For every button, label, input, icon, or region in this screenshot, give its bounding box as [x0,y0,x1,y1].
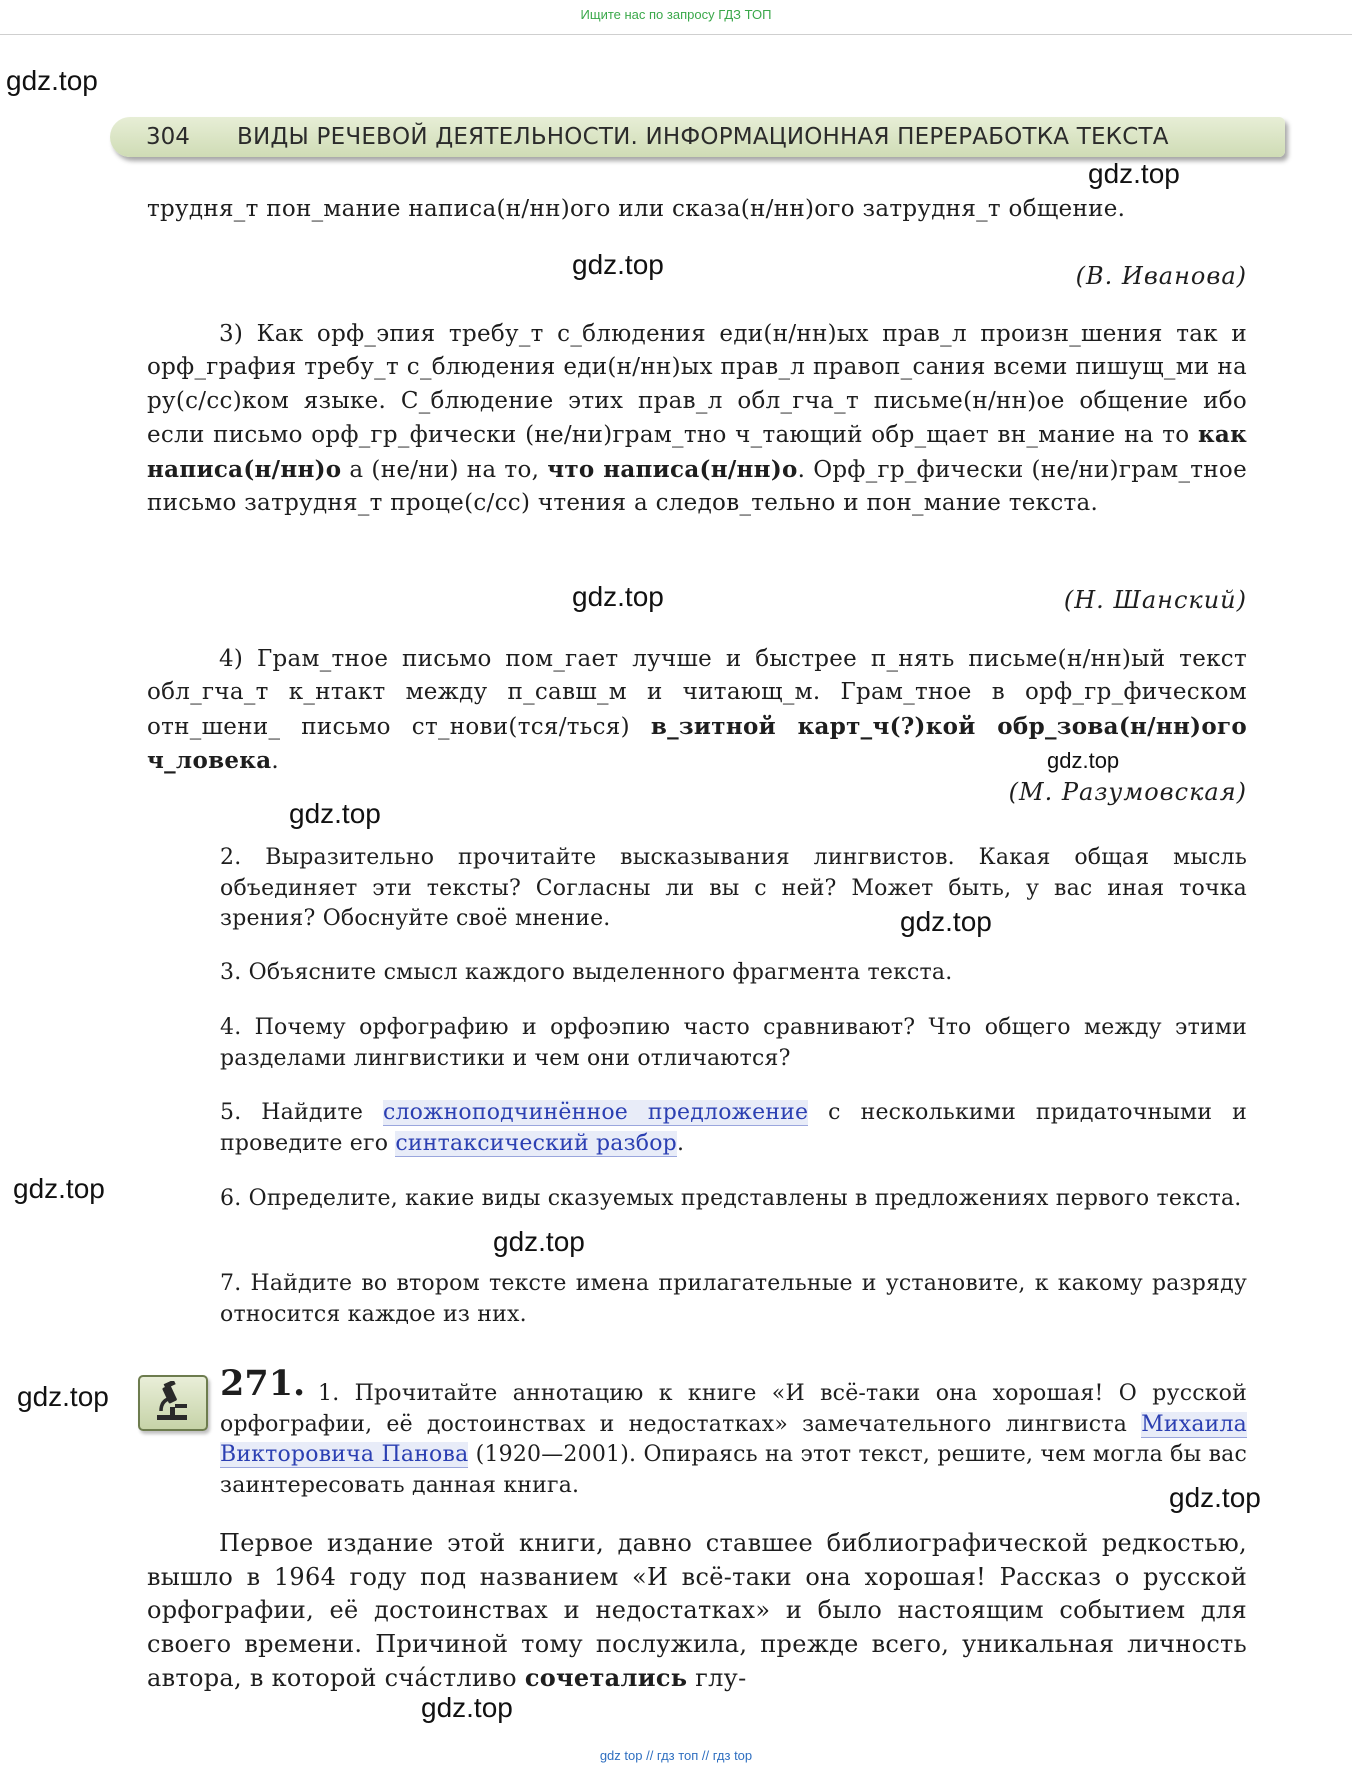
top-banner [0,0,1352,35]
question-4: 4. Почему орфографию и орфоэпию часто сравнивают? Что общего между этими разделами лингвистики и чем они отличаются? [220,1015,1247,1071]
question-3: 3. Объясните смысл каждого выделенного фрагмента текста. [220,960,953,985]
question-5-text-end: . [676,1130,685,1156]
question-5-text: 5. Найдите [220,1100,383,1125]
text4-part2: . [271,748,280,775]
annotation-highlight: сочетались [524,1663,688,1692]
watermark: gdz.top [572,249,664,280]
text4-highlight-1: в_зитной карт_ч(?)кой обр_зова(н/нн)ого ч_ловека [147,712,1247,775]
text3-part2: а (не/ни) на то, [341,456,548,483]
watermark: gdz.top [1088,158,1180,189]
question-5 [220,1098,1247,1159]
bottom-links[interactable]: gdz top // гдз топ // гдз top [599,1748,753,1763]
link-syntactic-analysis[interactable]: синтаксический разбор [395,1130,677,1156]
link-complex-sentence[interactable]: сложноподчинённое предложение [382,1100,809,1125]
watermark: gdz.top [572,581,664,612]
text1-author: (В. Иванова) [1075,262,1247,290]
link-panov[interactable]: Михаила Викторовича Панова [220,1411,1247,1467]
question-5-text-mid: с несколькими придаточными и проведите его [220,1100,1248,1156]
top-banner-text: Ищите нас по запросу ГДЗ ТОП [580,7,772,22]
annotation-paragraph [147,1527,1247,1696]
watermark: gdz.top [493,1226,585,1257]
text3-part1: 3) Как орф_эпия требу_т с_блюдения еди(н/нн)ых прав_л произн_шения так и орф_графия требу_т с_блюдения еди(н/нн)ых прав_л правоп_сания всеми пишущ_ми на ру(с/сс)ком языке. С_блюдение этих прав_л обл_гча_т письме(н/нн)ое общение ибо если письмо орф_гр_фически (не/ни)грам_тно ч_тающий обр_щает вн_мание на то [147,321,1247,449]
watermark: gdz.top [900,906,992,937]
text1-continuation: трудня_т пон_мание написа(н/нн)ого или сказа(н/нн)ого затрудня_т общение. [147,196,1126,222]
page-header [110,117,1285,157]
question-6: 6. Определите, какие виды сказуемых представлены в предложениях первого текста. [220,1186,1242,1211]
annotation-text-end: глу- [687,1664,747,1692]
watermark: gdz.top [289,798,381,829]
exercise-icon [138,1375,208,1431]
watermark: gdz.top [13,1173,105,1204]
question-7: 7. Найдите во втором тексте имена прилагательные и установите, к какому разряду относится каждое из них. [220,1271,1247,1327]
watermark: gdz.top [1169,1482,1261,1513]
exercise-task-text: 1. Прочитайте аннотацию к книге «И всё-таки она хорошая! О русской орфографии, её достоинствах и недостатках» замечательного лингвиста [220,1381,1247,1437]
watermark: gdz.top [6,65,98,96]
watermark: gdz.top [421,1692,513,1723]
annotation-text: Первое издание этой книги, давно ставшее библиографической редкостью, вышло в 1964 году под названием «И всё-таки она хорошая! Рассказ о русской орфографии, её достоинствах и недостатках» и было настоящим событием для своего времени. Причиной тому послужила, прежде всего, уникальная личность автора, в которой сча́стливо [147,1529,1247,1692]
watermark: gdz.top [1047,748,1120,773]
text4-part1: 4) Грам_тное письмо пом_гает лучше и быстрее п_нять письме(н/нн)ый текст обл_гча_т к_нтакт между п_савш_м и читающ_м. Грам_тное в орф_гр_фическом отн_шени_ письмо ст_нови(тся/ться) [147,646,1247,740]
text3-author: (Н. Шанский) [1063,586,1247,614]
page-number: 304 [146,124,190,150]
text3-highlight-2: что написа(н/нн)о [547,455,798,483]
watermark: gdz.top [17,1381,109,1412]
question-2: 2. Выразительно прочитайте высказывания лингвистов. Какая общая мысль объединяет эти тексты? Согласны ли вы с ней? Может быть, у вас иная точка зрения? Обоснуйте своё мнение. [220,845,1247,931]
microscope-icon [151,1381,193,1423]
exercise-number: 271. [220,1363,306,1404]
text3-paragraph [147,318,1247,520]
exercise-task [220,1379,1247,1501]
text3-part3: . Орф_гр_фически (не/ни)грам_тное письмо затрудня_т проце(с/сс) чтения а следов_тельно и пон_мание текста. [147,456,1247,517]
exercise-task-text-end: (1920—2001). Опираясь на этот текст, решите, чем могла бы вас заинтересовать данная книга. [220,1442,1247,1498]
text4-author: (М. Разумовская) [1008,778,1247,806]
text3-highlight-1: как написа(н/нн)о [147,421,1247,483]
page-header-title: ВИДЫ РЕЧЕВОЙ ДЕЯТЕЛЬНОСТИ. ИНФОРМАЦИОННАЯ ПЕРЕРАБОТКА ТЕКСТА [237,124,1169,150]
